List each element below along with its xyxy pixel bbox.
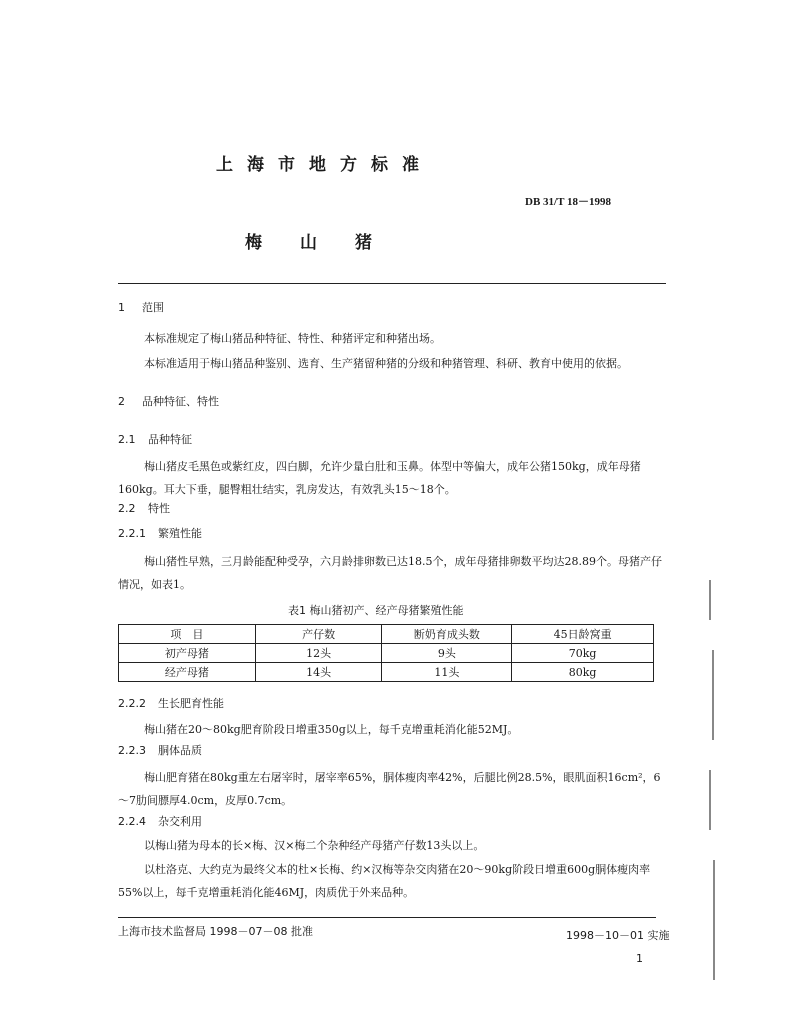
section-number: 2.2.2 xyxy=(118,697,146,710)
section-number: 2.2.3 xyxy=(118,744,146,757)
table-header-cell: 产仔数 xyxy=(255,625,382,644)
table-header-cell: 45日龄窝重 xyxy=(512,625,654,644)
section-2-2-3-para: 梅山肥育猪在80kg重左右屠宰时，屠宰率65%，胴体瘦肉率42%，后腿比例28.5%，眼肌面积16cm²，6～7肋间膘厚4.0cm，皮厚0.7cm。 xyxy=(118,771,661,807)
section-2-2-1-heading xyxy=(118,525,202,541)
section-2-2-1-para: 梅山猪性早熟，三月龄能配种受孕，六月龄排卵数已达18.5个，成年母猪排卵数平均达28.89个。母猪产仔情况，如表1。 xyxy=(118,555,662,591)
section-title: 范围 xyxy=(142,301,164,314)
table-cell: 经产母猪 xyxy=(119,663,256,682)
section-2-2-4-para-1: 以梅山猪为母本的长×梅、汉×梅二个杂种经产母猪产仔数13头以上。 xyxy=(144,839,485,852)
table-header-cell: 项 目 xyxy=(119,625,256,644)
section-number: 2.2.4 xyxy=(118,815,146,828)
page-number: 1 xyxy=(636,952,643,965)
table-header-row xyxy=(119,625,654,644)
section-2-2-heading xyxy=(118,500,170,516)
section-2-heading xyxy=(118,393,219,409)
scan-edge-noise xyxy=(709,580,719,1000)
table-header-cell: 断奶育成头数 xyxy=(382,625,512,644)
approval-date: 上海市技术监督局 1998－07－08 批准 xyxy=(118,925,313,938)
table-cell: 70kg xyxy=(512,644,654,663)
section-title: 品种特征 xyxy=(148,433,192,446)
section-2-2-4-para-2: 以杜洛克、大约克为最终父本的杜×长梅、约×汉梅等杂交肉猪在20～90kg阶段日增重600g胴体瘦肉率55%以上，每千克增重耗消化能46MJ，肉质优于外来品种。 xyxy=(118,863,651,899)
section-2-2-4-heading xyxy=(118,813,202,829)
table-cell: 14头 xyxy=(255,663,382,682)
section-title: 杂交利用 xyxy=(158,815,202,828)
table-cell: 80kg xyxy=(512,663,654,682)
section-2-1-para: 梅山猪皮毛黑色或紫红皮，四白脚，允许少量白肚和玉鼻。体型中等偏大，成年公猪150kg，成年母猪160kg。耳大下垂，腿臀粗壮结实，乳房发达，有效乳头15～18个。 xyxy=(118,460,641,496)
table-cell: 9头 xyxy=(382,644,512,663)
section-number: 1 xyxy=(118,301,125,314)
table-cell: 12头 xyxy=(255,644,382,663)
standard-type-heading: 上海市地方标准 xyxy=(216,155,433,175)
section-title: 繁殖性能 xyxy=(158,527,202,540)
section-2-2-3-heading xyxy=(118,742,202,758)
table-cell: 11头 xyxy=(382,663,512,682)
title-rule xyxy=(118,283,666,284)
standard-code: DB 31/T 18－1998 xyxy=(525,196,611,208)
section-2-2-2-para: 梅山猪在20～80kg肥育阶段日增重350g以上，每千克增重耗消化能52MJ。 xyxy=(144,723,519,736)
section-title: 生长肥育性能 xyxy=(158,697,224,710)
table-row xyxy=(119,644,654,663)
section-1-para-2: 本标准适用于梅山猪品种鉴别、选育、生产猪留种猪的分级和种猪管理、科研、教育中使用的依据。 xyxy=(144,357,628,370)
table-cell: 初产母猪 xyxy=(119,644,256,663)
reproduction-table xyxy=(118,624,654,682)
effective-date: 1998－10－01 实施 xyxy=(566,929,670,942)
section-number: 2 xyxy=(118,395,125,408)
table-1-caption: 表1 梅山猪初产、经产母猪繁殖性能 xyxy=(288,604,464,617)
footer-rule xyxy=(118,917,656,918)
section-1-para-1: 本标准规定了梅山猪品种特征、特性、种猪评定和种猪出场。 xyxy=(144,332,441,345)
document-title: 梅山猪 xyxy=(245,233,410,253)
section-2-1-heading xyxy=(118,431,192,447)
section-number: 2.1 xyxy=(118,433,136,446)
section-1-heading xyxy=(118,299,164,315)
section-title: 品种特征、特性 xyxy=(142,395,219,408)
section-number: 2.2 xyxy=(118,502,136,515)
section-title: 特性 xyxy=(148,502,170,515)
section-number: 2.2.1 xyxy=(118,527,146,540)
section-2-2-2-heading xyxy=(118,695,224,711)
section-title: 胴体品质 xyxy=(158,744,202,757)
table-row xyxy=(119,663,654,682)
